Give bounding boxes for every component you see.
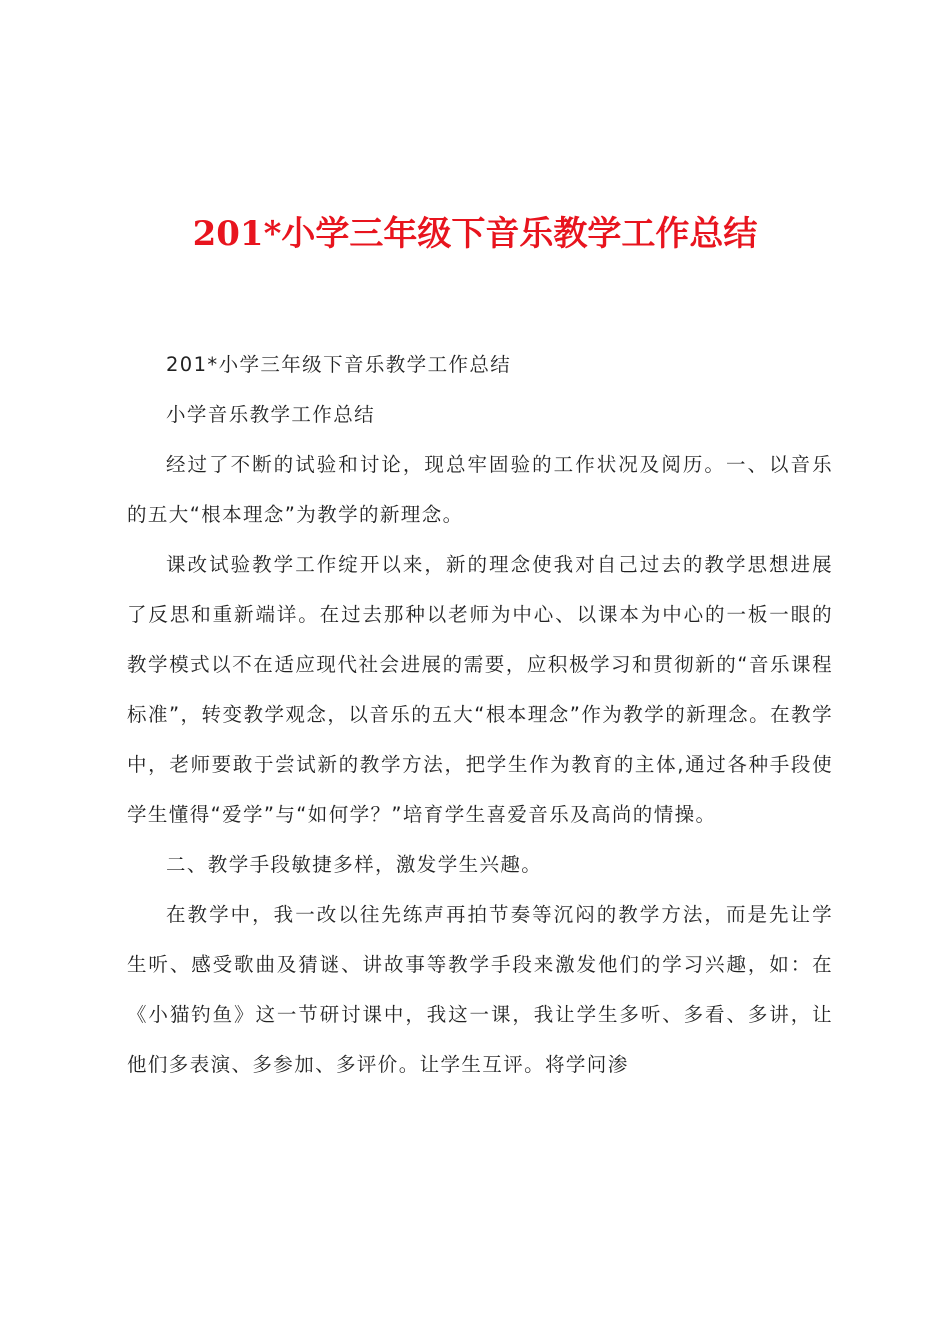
paragraph-heading: 201*小学三年级下音乐教学工作总结 bbox=[166, 353, 512, 376]
paragraph-section-two: 二、教学手段敏捷多样，激发学生兴趣。 bbox=[166, 853, 543, 876]
document-body bbox=[127, 340, 833, 1090]
paragraph-reform: 课改试验教学工作绽开以来，新的理念使我对自己过去的教学思想进展了反思和重新端详。在过去那种以老师为中心、以课本为中心的一板一眼的教学模式以不在适应现代社会进展的需要，应积极学习和贯彻新的“音乐课程标准”，转变教学观念，以音乐的五大“根本理念”作为教学的新理念。在教学中，老师要敢于尝试新的教学方法，把学生作为教育的主体,通过各种手段使学生懂得“爱学”与“如何学？”培育学生喜爱音乐及高尚的情操。 bbox=[127, 553, 833, 826]
paragraph-intro: 经过了不断的试验和讨论，现总牢固验的工作状况及阅历。一、以音乐的五大“根本理念”为教学的新理念。 bbox=[127, 453, 833, 526]
paragraph-subheading: 小学音乐教学工作总结 bbox=[166, 403, 376, 426]
document-title: 201*小学三年级下音乐教学工作总结 bbox=[192, 214, 758, 254]
paragraph-teaching-methods: 在教学中，我一改以往先练声再拍节奏等沉闷的教学方法，而是先让学生听、感受歌曲及猜谜、讲故事等教学手段来激发他们的学习兴趣，如：在《小猫钓鱼》这一节研讨课中，我这一课，我让学生多听、多看、多讲，让他们多表演、多参加、多评价。让学生互评。将学问渗 bbox=[127, 903, 833, 1076]
